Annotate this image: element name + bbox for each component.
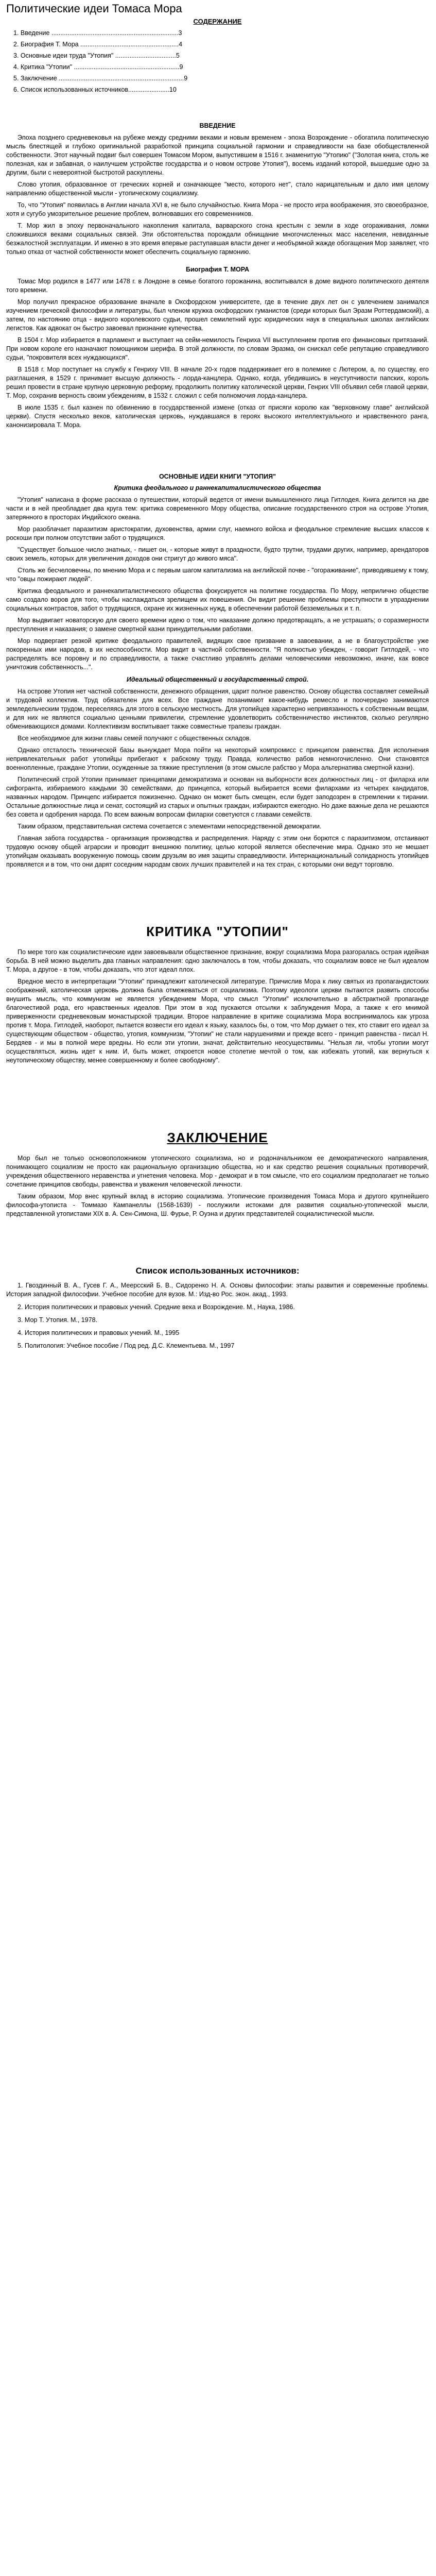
paragraph: Главная забота государства - организация производства и распределения. Наряду с этим они борются с паразитизмом, отстаивают трудовую основу общей аграрсии и проводит внешнюю политику, целью которой является обеспечение мира. Однако это не мешает утопийцам оказывать вооруженную помощь своим друзьям во имя защиты справедливости. Интернациональный солидарность утопийцев проявляется и в том, что они дарят соседним народам своих лучших правителей и на тех стран, с которыми они ведут торговлю. [6,835,429,868]
paragraph: Томас Мор родился в 1477 или 1478 г. в Лондоне в семье богатого горожанина, воспитывался в доме видного политического деятеля того времени. [6,278,429,294]
toc-item: 6. Список использованных источников.......................10 [13,86,177,93]
section-title-conclusion: ЗАКЛЮЧЕНИЕ [167,1130,268,1145]
paragraph: По мере того как социалистические идеи завоевывали общественное признание, вокруг социализма Мора разгоралась острая идейная борьба. В ней можно выделить два главных направления: одно заключалось в том, чтобы доказать, что социализм вовсе не был идеалом Т. Мора, а другое - в том, чтобы доказать, что этот идеал плох. [6,948,429,973]
section-title-intro: ВВЕДЕНИЕ [199,122,236,129]
section-title-sources: Список использованных источников: [135,1266,300,1276]
subsection-title: Идеальный общественный и государственный строй. [126,676,309,683]
subsection-title: Критика феодального и раннекапиталистического общества [114,484,321,492]
paragraph: Критика феодального и раннекапиталистического общества фокусируется на политике государства. По Мору, неприлично обществе само создало воров для того, чтобы наслаждаться зрелищем их повешения. Он видит решение проблемы преступности в упразднении социальных контрастов, забот о трудящихся, охране их жизненных нужд, в обеспечении работой безземельных и т. п. [6,587,429,612]
paragraph: Слово утопия, образованное от греческих корней и означающее "место, которого нет", стало нарицательным и дало имя целому направлению общественной мысли - утопическому социализму. [6,181,429,197]
paragraph: Политический строй Утопии принимает принципами демократизма и основан на выборности всех должностных лиц - от филарха или сифогранта, избираемого каждыми 30 семействами, до принцепса, который выбирается всеми филархами из четырех кандидатов, названных народом. Принцепс избирается пожизненно. Однако он может быть смещен, если будет заподозрен в стремлении к тирании. Остальные должностные лица и сенат, состоящий из старых и опытных граждан, избираются ежегодно. Но даже важные дела не решаются без совета и одобрения народа. По всем важным вопросам филархи советуются с главами семейств. [6,776,429,818]
paragraph: Эпоха позднего средневековья на рубеже между средними веками и новым временем - эпоха Возрождение - обогатила политическую мысль блестящей и глубоко оригинальной разработкой принципа социальной гармонии и справедливости на базе обобществленной собственности. Этот научный подвиг был совершен Томасом Мором, выпустившем в 1516 г. знаменитую "Утопию" ("Золотая книга, столь же полезная, как и забавная, о наилучшем устройстве государства и о новом острове Утопия"), восемь изданий которой, вышедшие одно за другим, были с невероятной быстротой раскуплены. [6,134,429,176]
table-of-contents [13,29,429,93]
toc-item: 1. Введение .......................................................................3 [13,29,182,37]
paragraph: Все необходимое для жизни главы семей получают с общественных складов. [18,735,251,742]
paragraph: Мор получил прекрасное образование вначале в Оксфордском университете, где в течение двух лет он с увлечением занимался изучением греческой философии и литературы, был членом кружка оксфордских гуманистов (среди которых был Эразм Роттердамский), а затем, по настоянию отца - видного королевского судьи, прошел семилетний курс юридических наук в специальных школах английских легистов. Как адвокат он быстро завоевал признание купечества. [6,298,429,332]
paragraph: Мор был не только основоположником утопического социализма, но и родоначальником ее демократического направления, понимающего социализм не просто как рациональную организацию общества, но и как средство решения социальных противоречий, учреждения общественного неравенства и угнетения человека. Мор - демократ и в том смысле, что его социализм предполагает не только сочетание принципов свободы, равенства и уважения человеческой личности. [6,1155,429,1188]
toc-heading: СОДЕРЖАНИЕ [193,18,242,25]
sources-list [6,1281,429,1350]
section-title-bio: Биография Т. МОРА [185,266,250,273]
toc-item: 5. Заключение ......................................................................9 [13,75,188,82]
source-item: 3. Мор Т. Утопия. М., 1978. [18,1316,98,1324]
paragraph: На острове Утопия нет частной собственности, денежного обращения, царит полное равенство. Основу общества составляет семейный и трудовой коллектив. Труд обязателен для всех. Все граждане позанимают какое-нибудь ремесло и поочередно занимаются земледельческим трудом, переселяясь для этого в сельскую местность. Для утопийцев характерно непривязанность к собственным вещам, и для них не являются социально ценными привилегии, стремление удовлетворить собственничество инстинктов, сколько регулярно обменивающихся домами. Коллективизм воспитывает также совместные трапезы граждан. [6,688,429,730]
paragraph: Вредное место в интерпретации "Утопии" принадлежит католической литературе. Причислив Мора к лику святых из пропагандистских соображений, католическая церковь должна была отмежеваться от социализма. Поэтому идеологи церкви пытаются развить способы внушить мысль, что коммунизм не является убеждением Мора, что смысл "Утопии" исключительно в абстрактной пропаганде благочестивой рода, его нравственных идеалов. При этом в ход пускаются отсылки к заблуждения Мора, а также к его мнимой приверженности средневековым монастырской традиции. Второе направление в критике социализма Мора воспринималось как угроза против т. Мора. Гитлодей, наоборот, пытается возвести его идеал к языку, казалось бы, о том, что Мор думает о тех, кто ставит его идеал за существующим обществом - общество, утопия, коммунизм, "Утопии" не стали нарушениями и прежде всего - принцип равенства - писал Н. Бердяев - и мы в полной мере вредны. Но если эти утопии, значат, действительно неосуществимы. "Нельзя ли, чтобы утопии могут осуществляться, жизнь идет к ним. И, быть может, откроется новое столетие мечтой о том, как избежать утопий, как вернуться к неутопическому обществу, менее совершенному и более свободному". [6,978,429,1064]
toc-item: 3. Основные идеи труда "Утопия" ..................................5 [13,52,180,59]
paragraph: Столь же бесчеловечны, по мнению Мора и с первым шагом капитализма на английской почве - "огораживание", приводившему к тому, что "овцы пожирают людей". [6,567,429,583]
source-item: 1. Гвоздинный В. А., Гусев Г. А., Меерсский Б. В., Сидоренко Н. А. Основы философии: этапы развития и современные проблемы. История западной философии. Учебное пособие для вузов. М.: Изд-во Рос. экон. акад., 1993. [6,1282,429,1298]
paragraph: То, что "Утопия" появилась в Англии начала XVI в, не было случайностью. Книга Мора - не просто игра воображения, это своеобразное, хотя и сугубо умозрительное решение проблем, волновавших его современников. [6,201,429,217]
paragraph: "Утопия" написана в форме рассказа о путешествии, который ведется от имени вымышленного лица Гитлодея. Книга делится на две части и в ней преобладает два круга тем: критика современного Мору общества, описание государственного строя на острове Утопия, затерянного в просторах Индийского океана. [6,496,429,521]
toc-item: 4. Критика "Утопии" ...........................................................9 [13,63,183,71]
paragraph: Однако отсталость технической базы вынуждает Мора пойти на некоторый компромисс с принципом равенства. Для исполнения непривлекательных работ утопийцы прибегают к рабскому труду. Правда, количество рабов немногочисленно. Они становятся военнопленные, граждане Утопии, осужденные за тяжкие преступления (в этом смысле рабство у Мора альтернатива смертной казни). [6,747,429,771]
source-item: 2. История политических и правовых учений. Средние века и Возрождение. М., Наука, 1986. [18,1303,295,1311]
paragraph: Мор подвергает резкой критике феодального правителей, видящих свое призвание в завоевании, а не в благоустройстве уже покоренных ими народов, в их неспособности. Мор видит в частной собственности. "Я полностью убежден, - говорит Гитлодей, - что распределять все поровну и по справедливости, а также счастливо управлять делами человеческими невозможно, иначе, как вовсе уничтожив собственность...". [6,637,429,671]
toc-item: 2. Биография Т. Мора .......................................................4 [13,41,183,48]
section-title-critique: КРИТИКА "УТОПИИ" [146,924,289,939]
paragraph: "Существует большое число знатных, - пишет он, - которые живут в праздности, будто трутни, трудами других, например, арендаторов своих земель, которых для увеличения доходов они стригут до живого мяса". [6,546,429,562]
source-item: 5. Политология: Учебное пособие / Под ред. Д.С. Клементьева. М., 1997 [18,1342,235,1349]
paragraph: В 1504 г. Мор избирается в парламент и выступает на сейм-немилость Генриха VII выступлением против его финансовых притязаний. При новом короле его назначают помощником шерифа. В этой должности, по словам Эразма, он снискал себе репутацию справедливого судьи, "покровителя всех нуждающихся". [6,336,429,361]
document-title: Политические идеи Томаса Мора [6,2,182,15]
paragraph: В июле 1535 г. был казнен по обвинению в государственной измене (отказ от присяги королю как "верховному главе" английской церкви). Спустя несколько веков, католическая церковь, нуждавшаяся в героях высокого интеллектуального и нравственного ранга, канонизировала Т. Мора. [6,404,429,429]
section-title-ideas: ОСНОВНЫЕ ИДЕИ КНИГИ "УТОПИЯ" [159,473,276,480]
paragraph: Мор выдвигает новаторскую для своего времени идею о том, что наказание должно предотвращать, а не устрашать; о соразмерности преступления и наказания; о замене смертной казни принудительными работами. [6,617,429,633]
paragraph: Таким образом, представительная система сочетается с элементами непосредственной демократии. [18,823,322,830]
paragraph: В 1518 г. Мор поступает на службу к Генриху VIII. В начале 20-х годов поддерживает его в полемике с Лютером, а, по существу, его разглашения, в 1529 г. принимает высшую должность - лорда-канцлера. Однако, когда, убедившись в неуступчивости папских, король решил провести в стране крупную церковную реформу, продолжить политику католической церкви, Генрих VIII объявил себя главой церкви, Т. Мор, сохранив верность своим убеждениям, в 1532 г. сложил с себя полномочия лорда-канцлера. [6,366,429,399]
paragraph: Таким образом, Мор внес крупный вклад в историю социализма. Утопические произведения Томаса Мора и другого крупнейшего философа-утописта - Томмазо Кампанеллы (1568-1639) - послужили истоками для развития социально-утопической мысли, представленной утопистами XIX в. А. Сен-Симона, Ш. Фурье, Р. Оуэна и других представителей социалистической мысли. [6,1193,429,1217]
paragraph: Мор разоблачает паразитизм аристократии, духовенства, армии слуг, наемного войска и феодальное стремление высших классов к роскоши при полном отсутствии забот о трудящихся. [6,526,429,541]
paragraph: Т. Мор жил в эпоху первоначального накопления капитала, варварского сгона крестьян с земли в ходе огораживания, ломки сложившихся веками социальных связей. Эти обстоятельства порождали обнищание многочисленных масс населения, невиданные безжалостной эксплуатации. И именно в это время впервые раступавшая власти денег и необърмной жажде обогащения Мор заявляет, что только отказ от частной собственности может обеспечить социальную гармонию. [6,222,429,256]
source-item: 4. История политических и правовых учений. М., 1995 [18,1329,180,1336]
